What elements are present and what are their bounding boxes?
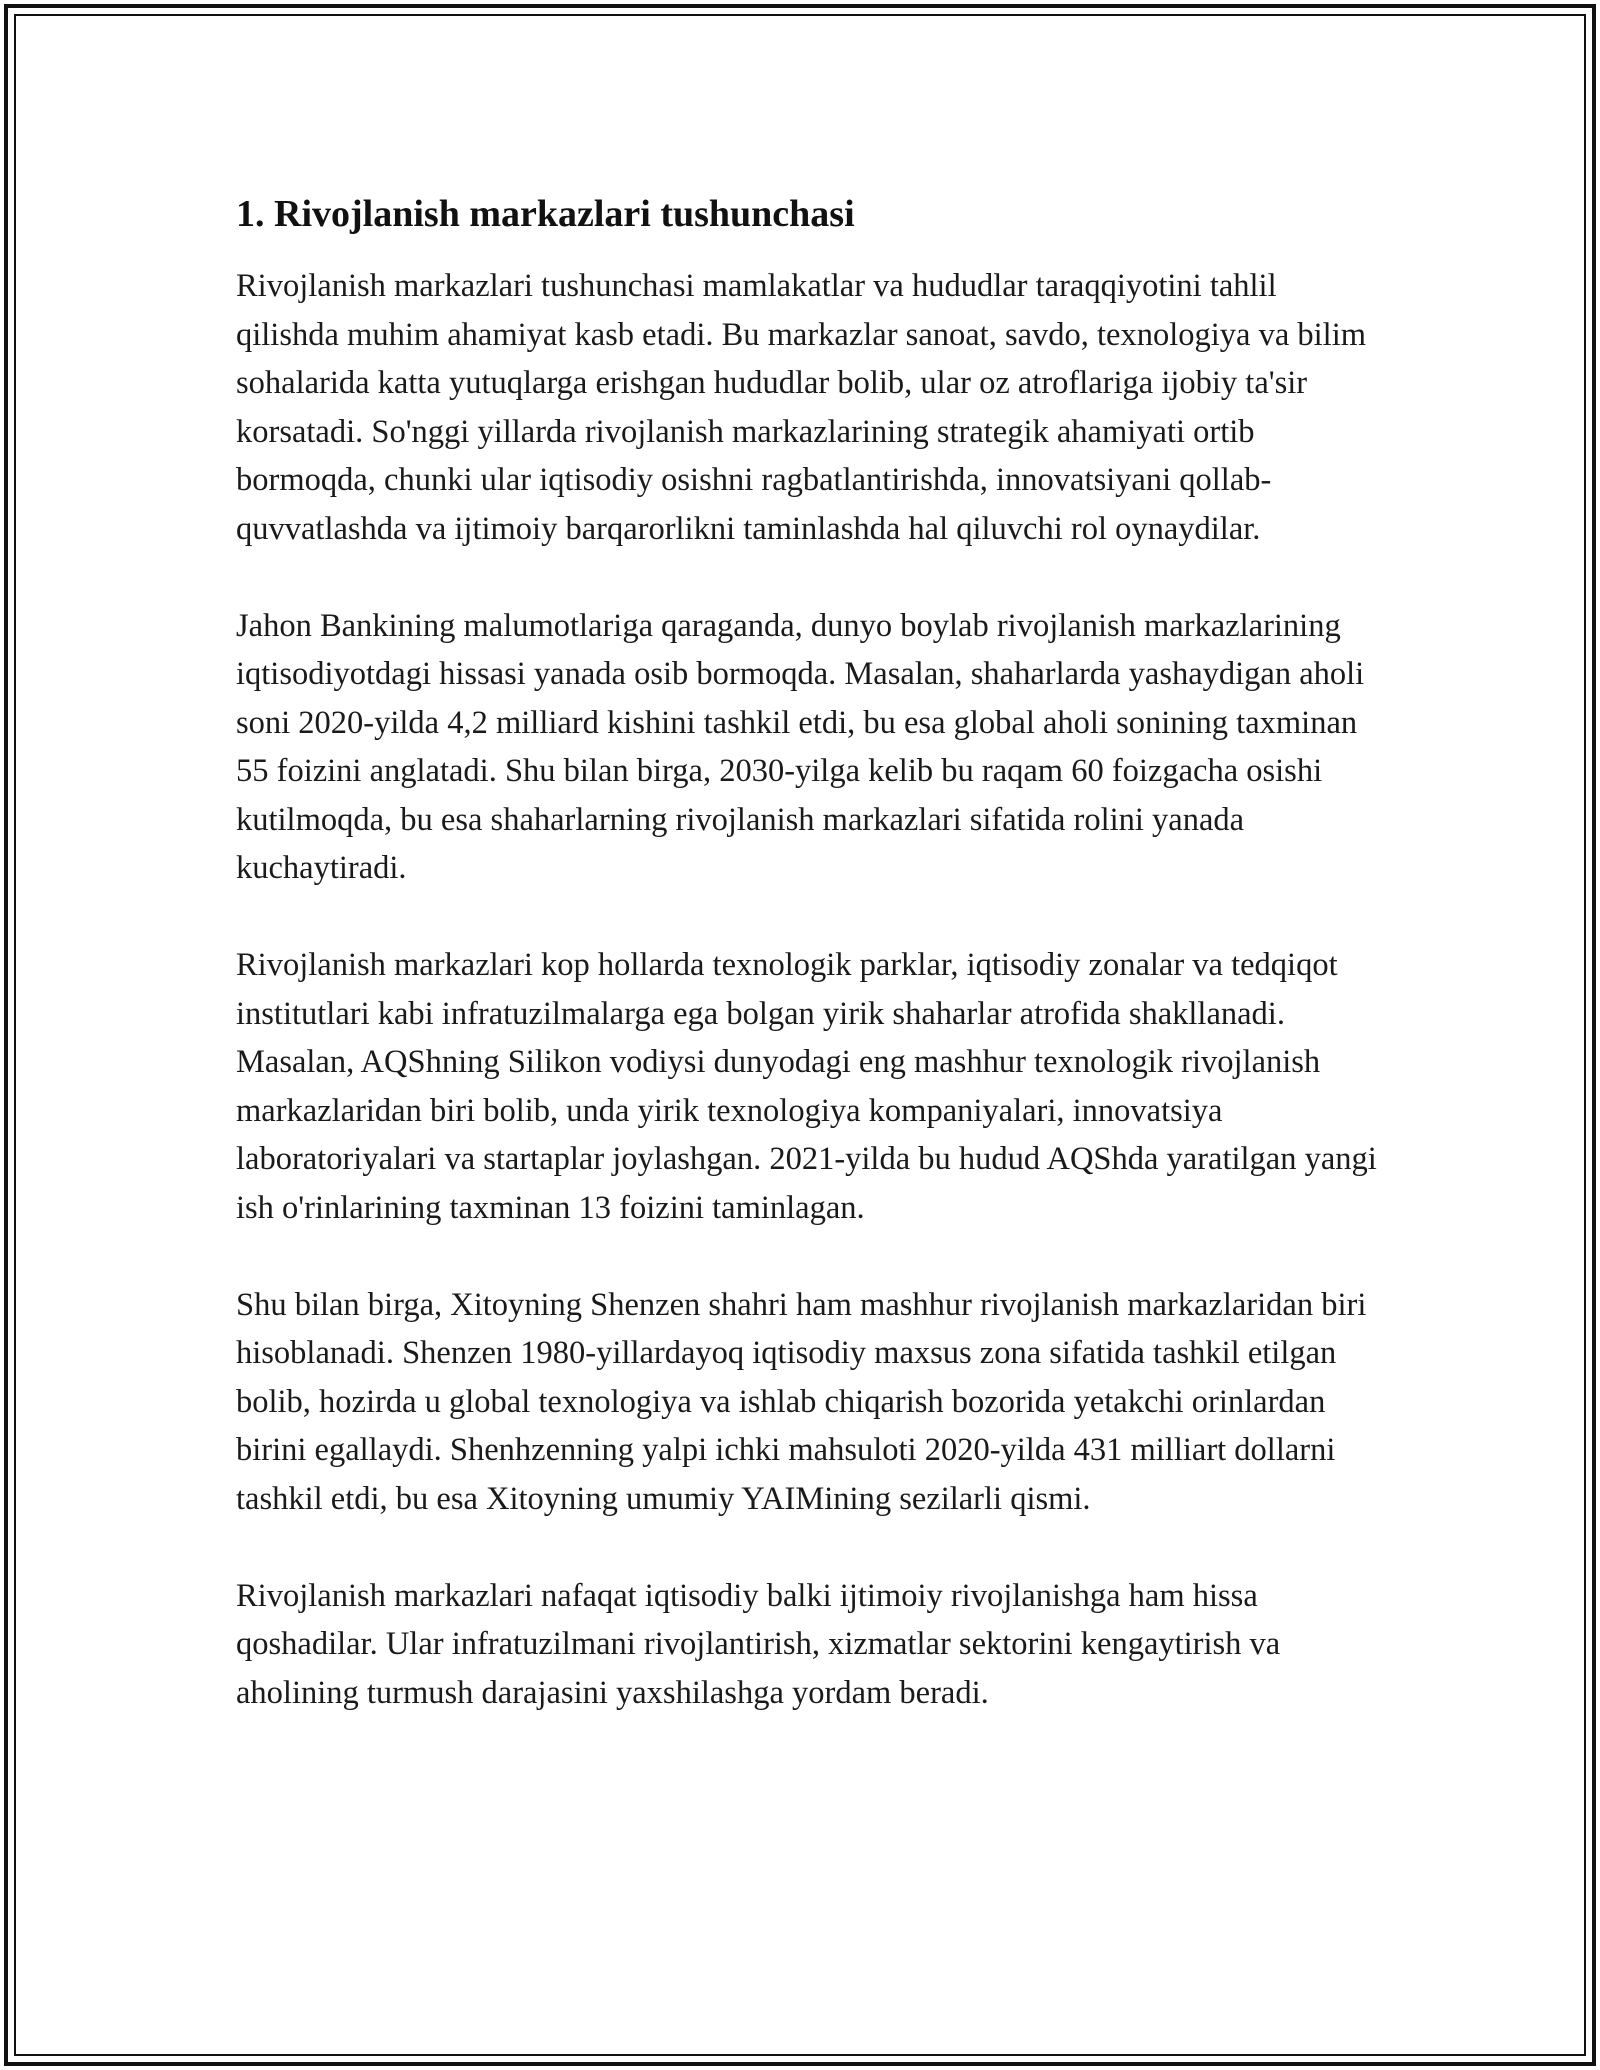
paragraph-4: Shu bilan birga, Xitoyning Shenzen shahri ham mashhur rivojlanish markazlaridan biri hisoblanadi. Shenzen 1980-yillardayoq iqtisodiy maxsus zona sifatida tashkil etilgan bolib, hozirda u global texnologiya va ishlab chiqarish bozorida yetakchi orinlardan birini egallaydi. Shenhzenning yalpi ichki mahsuloti 2020-yilda 431 milliart dollarni tashkil etdi, bu esa Xitoyning umumiy YAIMining sezilarli qismi. bbox=[236, 1286, 1367, 1517]
paragraph-1: Rivojlanish markazlari tushunchasi mamlakatlar va hududlar taraqqiyotini tahlil qilishda muhim ahamiyat kasb etadi. Bu markazlar sanoat, savdo, texnologiya va bilim sohalarida katta yutuqlarga erishgan hududlar bolib, ular oz atroflariga ijobiy ta'sir korsatadi. So'nggi yillarda rivojlanish markazlarining strategik ahamiyati ortib bormoqda, chunki ular iqtisodiy osishni ragbatlantirishda, innovatsiyani qollab-quvvatlashda va ijtimoiy barqarorlikni taminlashda hal qiluvchi rol oynaydilar. bbox=[236, 268, 1367, 547]
paragraph-5: Rivojlanish markazlari nafaqat iqtisodiy balki ijtimoiy rivojlanishga ham hissa qoshadilar. Ular infratuzilmani rivojlantirish, xizmatlar sektorini kengaytirish va aholining turmush darajasini yaxshilashga yordam beradi. bbox=[236, 1577, 1281, 1711]
section-heading: 1. Rivojlanish markazlari tushunchasi bbox=[236, 193, 855, 235]
paragraph-2: Jahon Bankining malumotlariga qaraganda, dunyo boylab rivojlanish markazlarining iqtisodiyotdagi hissasi yanada osib bormoqda. Masalan, shaharlarda yashaydigan aholi soni 2020-yilda 4,2 milliard kishini tashkil etdi, bu esa global aholi sonining taxminan 55 foizini anglatadi. Shu bilan birga, 2030-yilga kelib bu raqam 60 foizgacha osishi kutilmoqda, bu esa shaharlarning rivojlanish markazlari sifatida rolini yanada kuchaytiradi. bbox=[236, 607, 1365, 886]
paragraph-3: Rivojlanish markazlari kop hollarda texnologik parklar, iqtisodiy zonalar va tedqiqot institutlari kabi infratuzilmalarga ega bolgan yirik shaharlar atrofida shakllanadi. Masalan, AQShning Silikon vodiysi dunyodagi eng mashhur texnologik rivojlanish markazlaridan biri bolib, unda yirik texnologiya kompaniyalari, innovatsiya laboratoriyalari va startaplar joylashgan. 2021-yilda bu hudud AQShda yaratilgan yangi ish o'rinlarining taxminan 13 foizini taminlagan. bbox=[236, 947, 1377, 1226]
document-body bbox=[236, 186, 1386, 1766]
